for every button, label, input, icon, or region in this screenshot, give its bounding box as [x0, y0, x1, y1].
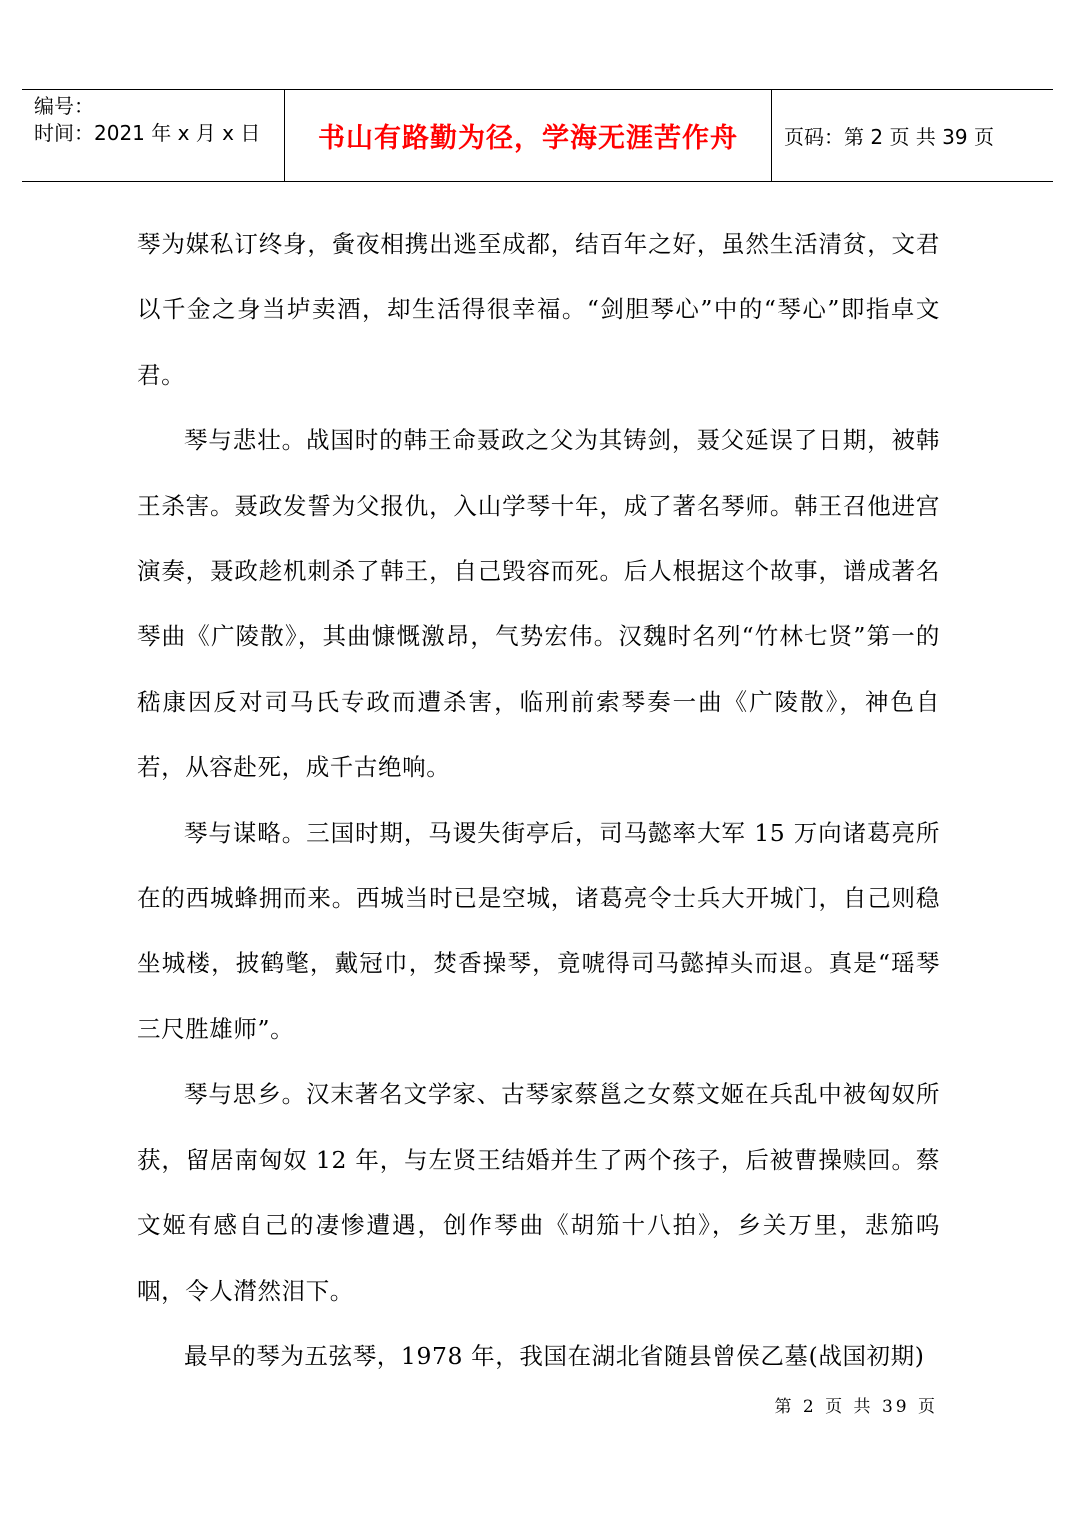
paragraph-continuation: 琴为媒私订终身，夤夜相携出逃至成都，结百年之好，虽然生活清贫，文君以千金之身当垆卖酒，却生活得很幸福。“剑胆琴心”中的“琴心”即指卓文君。: [137, 230, 940, 389]
document-body: [137, 212, 940, 1389]
paragraph-qin-and-homesickness: 琴与思乡。汉末著名文学家、古琴家蔡邕之女蔡文姬在兵乱中被匈奴所获，留居南匈奴 12 年，与左贤王结婚并生了两个孩子，后被曹操赎回。蔡文姬有感自己的凄惨遭遇，创作琴曲《胡笳十八拍》，乡关万里，悲笳呜咽，令人潸然泪下。: [137, 1080, 940, 1305]
paragraph-qin-and-heroism: 琴与悲壮。战国时的韩王命聂政之父为其铸剑，聂父延误了日期，被韩王杀害。聂政发誓为父报仇，入山学琴十年，成了著名琴师。韩王召他进宫演奏，聂政趁机刺杀了韩王，自己毁容而死。后人根据这个故事，谱成著名琴曲《广陵散》，其曲慷慨激昂，气势宏伟。汉魏时名列“竹林七贤”第一的嵇康因反对司马氏专政而遭杀害，临刑前索琴奏一曲《广陵散》，神色自若，从容赴死，成千古绝响。: [137, 426, 940, 782]
document-header: [22, 89, 1053, 182]
page-info: 页码：第 2 页 共 39 页: [784, 125, 994, 149]
paragraph-qin-and-strategy: 琴与谋略。三国时期，马谡失街亭后，司马懿率大军 15 万向诸葛亮所在的西城蜂拥而来。西城当时已是空城，诸葛亮令士兵大开城门，自己则稳坐城楼，披鹤氅，戴冠巾，焚香操琴，竟唬得司马懿掉头而退。真是“瑶琴三尺胜雄师”。: [137, 818, 940, 1043]
header-page-cell: [772, 90, 1053, 181]
paragraph-earliest-qin: 最早的琴为五弦琴，1978 年，我国在湖北省随县曾侯乙墓(战国初期): [184, 1341, 925, 1370]
time-label: 时间：2021 年 x 月 x 日: [34, 121, 261, 145]
header-motto-cell: [285, 90, 772, 181]
motto-text: 书山有路勤为径，学海无涯苦作舟: [318, 123, 738, 154]
page-footer: 第 2 页 共 39 页: [774, 1397, 938, 1417]
number-label: 编号：: [34, 94, 94, 118]
header-meta-cell: [22, 90, 285, 181]
